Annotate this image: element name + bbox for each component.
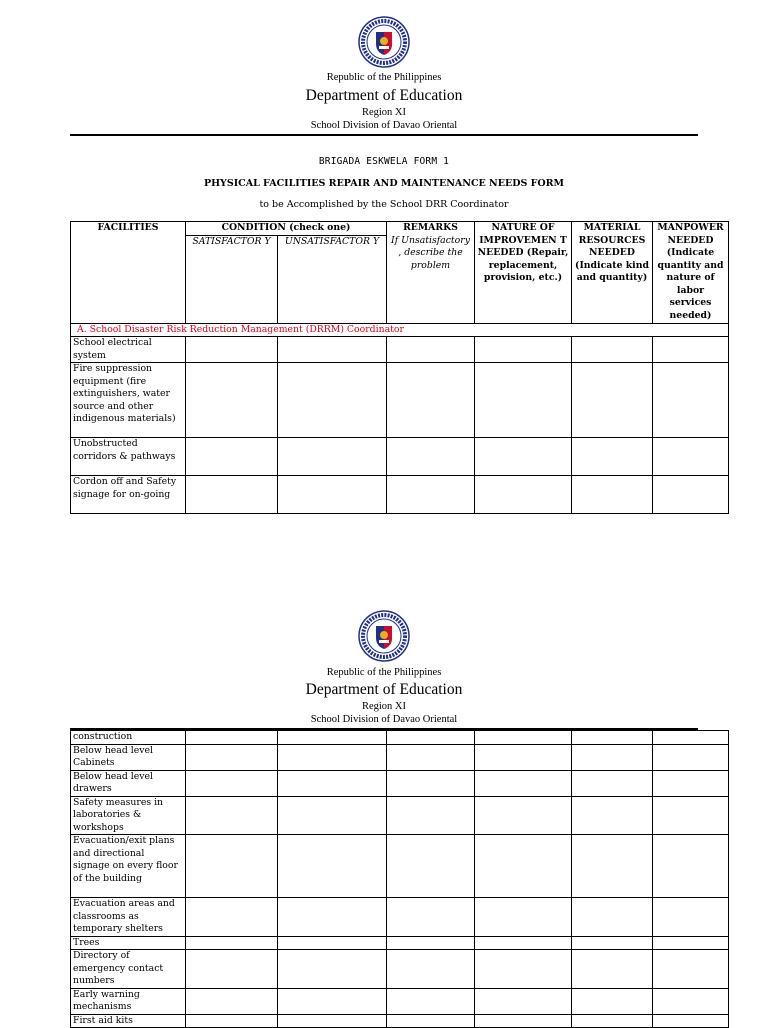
cell-nature[interactable]	[475, 796, 572, 835]
cell-unsatisfactory[interactable]	[278, 438, 387, 476]
cell-manpower[interactable]	[653, 438, 729, 476]
form-subtitle: to be Accomplished by the School DRR Coordinator	[259, 199, 509, 210]
cell-nature[interactable]	[475, 936, 572, 950]
cell-material[interactable]	[572, 731, 653, 745]
cell-unsatisfactory[interactable]	[278, 731, 387, 745]
cell-remarks[interactable]	[387, 337, 475, 363]
cell-unsatisfactory[interactable]	[278, 1014, 387, 1028]
cell-remarks[interactable]	[387, 1014, 475, 1028]
cell-manpower[interactable]	[653, 796, 729, 835]
cell-manpower[interactable]	[653, 476, 729, 514]
facility-label: Trees	[71, 936, 186, 950]
cell-manpower[interactable]	[653, 731, 729, 745]
col-condition: CONDITION (check one)	[186, 222, 387, 236]
table-row	[71, 337, 729, 363]
cell-manpower[interactable]	[653, 988, 729, 1014]
facility-label: Cordon off and Safety signage for on-going	[71, 476, 186, 514]
cell-unsatisfactory[interactable]	[278, 988, 387, 1014]
form-title: PHYSICAL FACILITIES REPAIR AND MAINTENANCE NEEDS FORM	[203, 178, 565, 189]
cell-satisfactory[interactable]	[186, 898, 278, 937]
cell-remarks[interactable]	[387, 476, 475, 514]
cell-satisfactory[interactable]	[186, 476, 278, 514]
cell-satisfactory[interactable]	[186, 1014, 278, 1028]
col-satisfactory: SATISFACTOR Y	[186, 235, 278, 323]
cell-nature[interactable]	[475, 438, 572, 476]
col-facilities: FACILITIES	[71, 222, 186, 324]
cell-manpower[interactable]	[653, 770, 729, 796]
cell-unsatisfactory[interactable]	[278, 898, 387, 937]
cell-satisfactory[interactable]	[186, 744, 278, 770]
col-manpower: MANPOWER NEEDED (Indicate quantity and nature of labor services needed)	[653, 222, 729, 324]
cell-unsatisfactory[interactable]	[278, 476, 387, 514]
table-row	[71, 898, 729, 937]
cell-manpower[interactable]	[653, 898, 729, 937]
cell-manpower[interactable]	[653, 744, 729, 770]
cell-satisfactory[interactable]	[186, 936, 278, 950]
cell-unsatisfactory[interactable]	[278, 950, 387, 989]
cell-material[interactable]	[572, 898, 653, 937]
cell-material[interactable]	[572, 950, 653, 989]
page-2	[0, 600, 768, 1024]
cell-satisfactory[interactable]	[186, 337, 278, 363]
col-nature: NATURE OF IMPROVEMEN T NEEDED (Repair, replacement, provision, etc.)	[475, 222, 572, 324]
facility-label: First aid kits	[71, 1014, 186, 1028]
cell-nature[interactable]	[475, 337, 572, 363]
header-division: School Division of Davao Oriental	[310, 714, 458, 725]
facility-label: Safety measures in laboratories & workshops	[71, 796, 186, 835]
facility-label: Unobstructed corridors & pathways	[71, 438, 186, 476]
cell-unsatisfactory[interactable]	[278, 363, 387, 438]
header-department: Department of Education	[305, 87, 463, 104]
cell-nature[interactable]	[475, 835, 572, 898]
cell-remarks[interactable]	[387, 770, 475, 796]
cell-remarks[interactable]	[387, 988, 475, 1014]
cell-material[interactable]	[572, 744, 653, 770]
cell-nature[interactable]	[475, 1014, 572, 1028]
cell-material[interactable]	[572, 476, 653, 514]
cell-manpower[interactable]	[653, 936, 729, 950]
cell-remarks[interactable]	[387, 796, 475, 835]
cell-unsatisfactory[interactable]	[278, 936, 387, 950]
header-rule	[70, 134, 698, 136]
col-remarks	[387, 222, 475, 324]
needs-table-page1	[70, 221, 729, 514]
table-row	[71, 950, 729, 989]
cell-nature[interactable]	[475, 476, 572, 514]
deped-seal-icon	[358, 16, 410, 68]
facility-label: Evacuation areas and classrooms as temporary shelters	[71, 898, 186, 937]
cell-material[interactable]	[572, 770, 653, 796]
cell-satisfactory[interactable]	[186, 363, 278, 438]
cell-material[interactable]	[572, 1014, 653, 1028]
cell-remarks[interactable]	[387, 363, 475, 438]
table-row	[71, 835, 729, 898]
cell-remarks[interactable]	[387, 898, 475, 937]
header-department: Department of Education	[305, 681, 463, 698]
facility-label: Early warning mechanisms	[71, 988, 186, 1014]
facility-label: construction	[71, 731, 186, 745]
cell-satisfactory[interactable]	[186, 438, 278, 476]
cell-satisfactory[interactable]	[186, 770, 278, 796]
col-material: MATERIAL RESOURCES NEEDED (Indicate kind and quantity)	[572, 222, 653, 324]
cell-material[interactable]	[572, 796, 653, 835]
table-row	[71, 438, 729, 476]
cell-material[interactable]	[572, 438, 653, 476]
table-row	[71, 363, 729, 438]
cell-nature[interactable]	[475, 731, 572, 745]
cell-unsatisfactory[interactable]	[278, 744, 387, 770]
cell-remarks[interactable]	[387, 744, 475, 770]
col-remarks-note: If Unsatisfactory , describe the problem	[391, 234, 470, 271]
table-row	[71, 796, 729, 835]
cell-remarks[interactable]	[387, 936, 475, 950]
form-number: BRIGADA ESKWELA FORM 1	[318, 156, 450, 167]
cell-material[interactable]	[572, 363, 653, 438]
cell-remarks[interactable]	[387, 438, 475, 476]
cell-manpower[interactable]	[653, 835, 729, 898]
cell-unsatisfactory[interactable]	[278, 835, 387, 898]
cell-unsatisfactory[interactable]	[278, 796, 387, 835]
cell-satisfactory[interactable]	[186, 988, 278, 1014]
cell-nature[interactable]	[475, 744, 572, 770]
cell-manpower[interactable]	[653, 363, 729, 438]
facility-label: Below head level drawers	[71, 770, 186, 796]
cell-nature[interactable]	[475, 770, 572, 796]
facility-label: Below head level Cabinets	[71, 744, 186, 770]
facility-label: Evacuation/exit plans and directional signage on every floor of the building	[71, 835, 186, 898]
cell-remarks[interactable]	[387, 835, 475, 898]
needs-table-page2	[70, 730, 729, 1028]
table-row	[71, 1014, 729, 1028]
table-row	[71, 936, 729, 950]
cell-nature[interactable]	[475, 363, 572, 438]
cell-unsatisfactory[interactable]	[278, 770, 387, 796]
table-row	[71, 731, 729, 745]
table-row	[71, 988, 729, 1014]
cell-manpower[interactable]	[653, 337, 729, 363]
cell-material[interactable]	[572, 988, 653, 1014]
cell-material[interactable]	[572, 835, 653, 898]
table-row	[71, 476, 729, 514]
cell-manpower[interactable]	[653, 1014, 729, 1028]
cell-remarks[interactable]	[387, 950, 475, 989]
cell-satisfactory[interactable]	[186, 731, 278, 745]
section-a-heading: A. School Disaster Risk Reduction Management (DRRM) Coordinator	[71, 323, 729, 337]
col-remarks-label: REMARKS	[403, 222, 458, 233]
col-unsatisfactory: UNSATISFACTOR Y	[278, 235, 387, 323]
header-region: Region XI	[361, 107, 407, 118]
header-division: School Division of Davao Oriental	[310, 120, 458, 131]
cell-material[interactable]	[572, 936, 653, 950]
cell-satisfactory[interactable]	[186, 950, 278, 989]
table-row	[71, 744, 729, 770]
cell-manpower[interactable]	[653, 950, 729, 989]
cell-nature[interactable]	[475, 988, 572, 1014]
facility-label: School electrical system	[71, 337, 186, 363]
cell-nature[interactable]	[475, 950, 572, 989]
header-republic: Republic of the Philippines	[326, 72, 442, 83]
cell-satisfactory[interactable]	[186, 835, 278, 898]
cell-satisfactory[interactable]	[186, 796, 278, 835]
deped-seal-icon	[358, 610, 410, 662]
cell-nature[interactable]	[475, 898, 572, 937]
facility-label: Directory of emergency contact numbers	[71, 950, 186, 989]
facility-label: Fire suppression equipment (fire extinguishers, water source and other indigenous materials)	[71, 363, 186, 438]
header-republic: Republic of the Philippines	[326, 667, 442, 678]
cell-material[interactable]	[572, 337, 653, 363]
header-region: Region XI	[361, 701, 407, 712]
cell-remarks[interactable]	[387, 731, 475, 745]
cell-unsatisfactory[interactable]	[278, 337, 387, 363]
table-row	[71, 770, 729, 796]
